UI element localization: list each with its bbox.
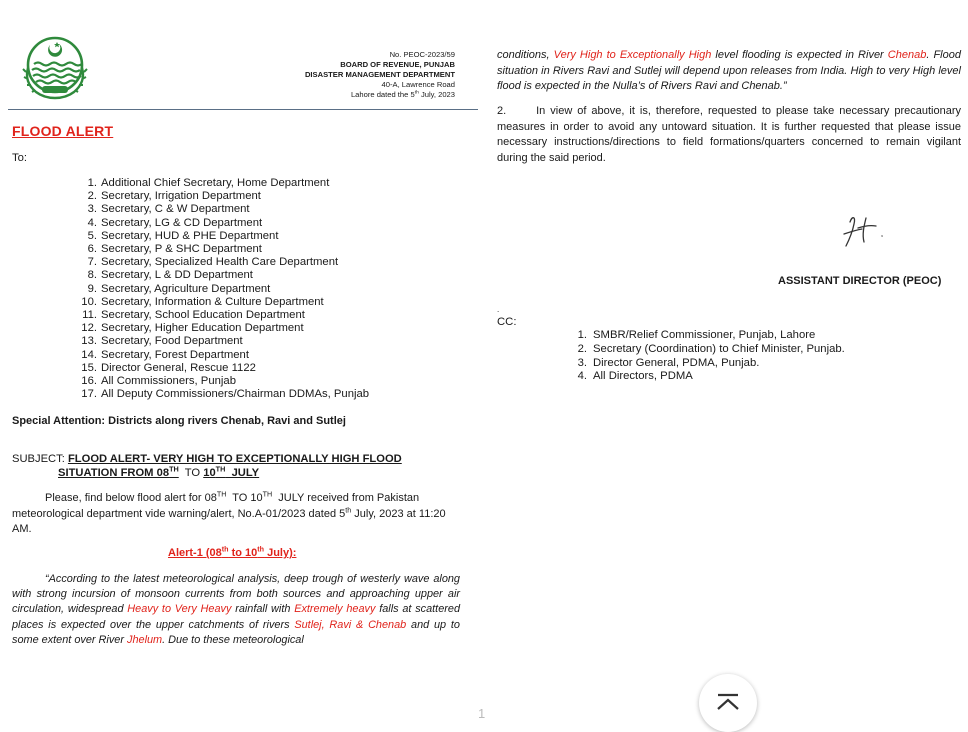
list-item	[80, 375, 369, 388]
signatory-title: ASSISTANT DIRECTOR (PEOC)	[778, 275, 942, 287]
list-item-text: SMBR/Relief Commissioner, Punjab, Lahore	[593, 329, 816, 341]
chevron-up-bar-icon	[715, 692, 741, 714]
list-item	[80, 269, 369, 282]
list-item-number: 15.	[81, 361, 97, 374]
text-run: “According to the latest meteorological analysis, deep trough of westerly wave along with strong incursion of monsoon currents from both sources and approaching upper air circulation, widespread	[12, 573, 460, 616]
text-run: and up to some extent over River	[12, 618, 460, 646]
highlighted-text: Sutlej, Ravi & Chenab	[294, 618, 407, 631]
list-item-text: Secretary, P & SHC Department	[101, 243, 262, 256]
list-item-number: 1.	[577, 329, 587, 341]
list-item-number: 10.	[81, 295, 97, 308]
highlighted-text: Extremely heavy	[294, 603, 376, 616]
text-run: falls at scattered places is expected over the upper catchments of rivers	[12, 603, 460, 631]
header-divider	[8, 109, 478, 110]
stray-mark: .	[497, 305, 500, 314]
list-item	[80, 349, 369, 362]
list-item-number: 11.	[82, 309, 97, 322]
letterhead	[255, 50, 455, 100]
list-item	[80, 322, 369, 335]
list-item	[572, 370, 845, 384]
list-item-text: Secretary, Specialized Health Care Department	[101, 256, 339, 269]
list-item-text: All Deputy Commissioners/Chairman DDMAs, Punjab	[101, 388, 370, 401]
list-item-number: 17.	[81, 388, 97, 401]
list-item	[80, 217, 369, 230]
highlighted-text: Chenab	[887, 49, 927, 61]
request-paragraph: 2. In view of above, it is, therefore, requested to please take necessary precautionary measures in order to avoid any untoward situation. It is further requested that please issue necessary instructions/directions to field formations/quarters concerned to remain vigilant during the said period.	[497, 105, 961, 165]
list-item-text: All Directors, PDMA	[593, 370, 693, 383]
list-item-text: Secretary, Irrigation Department	[101, 190, 261, 203]
letter-date: Lahore dated the 5th July, 2023	[350, 90, 455, 99]
intro-paragraph: Please, find below flood alert for 08TH TO 10TH JULY received from Pakistan meteorological department vide warning/alert, No.A-01/2023 dated 5th July, 2023 at 11:20 AM.	[12, 490, 446, 535]
list-item-text: Secretary, Information & Culture Department	[101, 295, 324, 308]
scroll-to-top-button[interactable]	[699, 674, 757, 732]
text-run: . Flood situation in Rivers Ravi and Sutlej will depend upon releases from India. High to very High level flood is expected in the Nulla’s of Rivers Ravi and Chenab.”	[497, 49, 961, 92]
cc-label: CC:	[497, 316, 517, 328]
list-item	[80, 243, 369, 256]
list-item	[80, 309, 369, 322]
list-item-text: Secretary, C & W Department	[101, 203, 250, 216]
list-item-number: 12.	[81, 322, 97, 335]
list-item-number: 4.	[577, 370, 587, 383]
reference-number: No. PEOC-2023/59	[389, 50, 455, 59]
organization-name: BOARD OF REVENUE, PUNJAB	[340, 60, 455, 69]
list-item-text: Additional Chief Secretary, Home Department	[101, 177, 330, 189]
list-item-number: 3.	[577, 356, 587, 369]
list-item	[572, 343, 845, 357]
alert-quote	[12, 572, 460, 648]
list-item	[80, 296, 369, 309]
list-item-text: Secretary, Forest Department	[101, 348, 249, 361]
highlighted-text: Very High to Exceptionally High	[553, 49, 712, 61]
list-item-number: 5.	[87, 229, 97, 242]
list-item	[80, 230, 369, 243]
list-item-number: 14.	[81, 348, 97, 361]
list-item	[80, 283, 369, 296]
list-item	[80, 362, 369, 375]
address-line: 40-A, Lawrence Road	[381, 80, 455, 89]
list-item-text: Director General, Rescue 1122	[101, 361, 256, 374]
department-name: DISASTER MANAGEMENT DEPARTMENT	[304, 70, 455, 79]
text-run: rainfall with	[231, 603, 295, 616]
list-item	[572, 329, 845, 343]
document-title: FLOOD ALERT	[12, 123, 114, 139]
special-attention: Special Attention: Districts along rivers Chenab, Ravi and Sutlej	[12, 415, 346, 427]
cc-list	[572, 329, 845, 384]
list-item	[80, 177, 369, 190]
list-item-number: 13.	[81, 335, 97, 348]
alert-heading: Alert-1 (08th to 10th July):	[168, 545, 297, 559]
list-item-text: Secretary, LG & CD Department	[101, 216, 263, 229]
list-item	[572, 357, 845, 371]
list-item-text: Secretary, HUD & PHE Department	[101, 229, 279, 242]
list-item	[80, 190, 369, 203]
list-item	[80, 203, 369, 216]
highlighted-text: Heavy to Very Heavy	[127, 603, 232, 616]
list-item-text: Director General, PDMA, Punjab.	[593, 356, 760, 369]
list-item-number: 4.	[87, 216, 97, 229]
list-item-number: 7.	[87, 256, 97, 269]
list-item	[80, 388, 369, 401]
subject-label: SUBJECT:	[12, 453, 68, 465]
text-run: . Due to these meteorological	[162, 633, 304, 646]
list-item-text: Secretary, Higher Education Department	[101, 322, 304, 335]
handwritten-signature	[842, 212, 892, 252]
list-item-text: All Commissioners, Punjab	[101, 375, 236, 388]
list-item	[80, 335, 369, 348]
list-item-number: 1.	[87, 177, 97, 189]
list-item-text: Secretary, School Education Department	[101, 309, 305, 322]
recipient-list	[80, 177, 369, 401]
text-run: level flooding is expected in River	[711, 49, 888, 61]
list-item-text: Secretary (Coordination) to Chief Minister, Punjab.	[593, 342, 845, 355]
subject-line-2: SITUATION FROM 08TH TO 10TH JULY	[58, 464, 260, 479]
text-run: conditions,	[497, 49, 554, 61]
list-item-number: 3.	[87, 203, 97, 216]
list-item-number: 2.	[577, 342, 587, 355]
list-item-number: 2.	[87, 190, 97, 203]
to-label: To:	[12, 152, 28, 164]
list-item-number: 9.	[87, 282, 97, 295]
list-item-number: 16.	[81, 375, 97, 388]
list-item	[80, 256, 369, 269]
list-item-number: 8.	[87, 269, 97, 282]
page-number: 1	[478, 706, 486, 721]
list-item-number: 6.	[87, 243, 97, 256]
list-item-text: Secretary, Food Department	[101, 335, 243, 348]
subject-line-1: FLOOD ALERT- VERY HIGH TO EXCEPTIONALLY HIGH FLOOD	[67, 453, 402, 465]
list-item-text: Secretary, L & DD Department	[101, 269, 253, 282]
highlighted-text: Jhelum	[127, 633, 163, 646]
punjab-government-logo	[20, 32, 90, 102]
list-item-text: Secretary, Agriculture Department	[101, 282, 271, 295]
subject-block	[12, 452, 402, 480]
alert-quote-continuation	[497, 48, 961, 95]
